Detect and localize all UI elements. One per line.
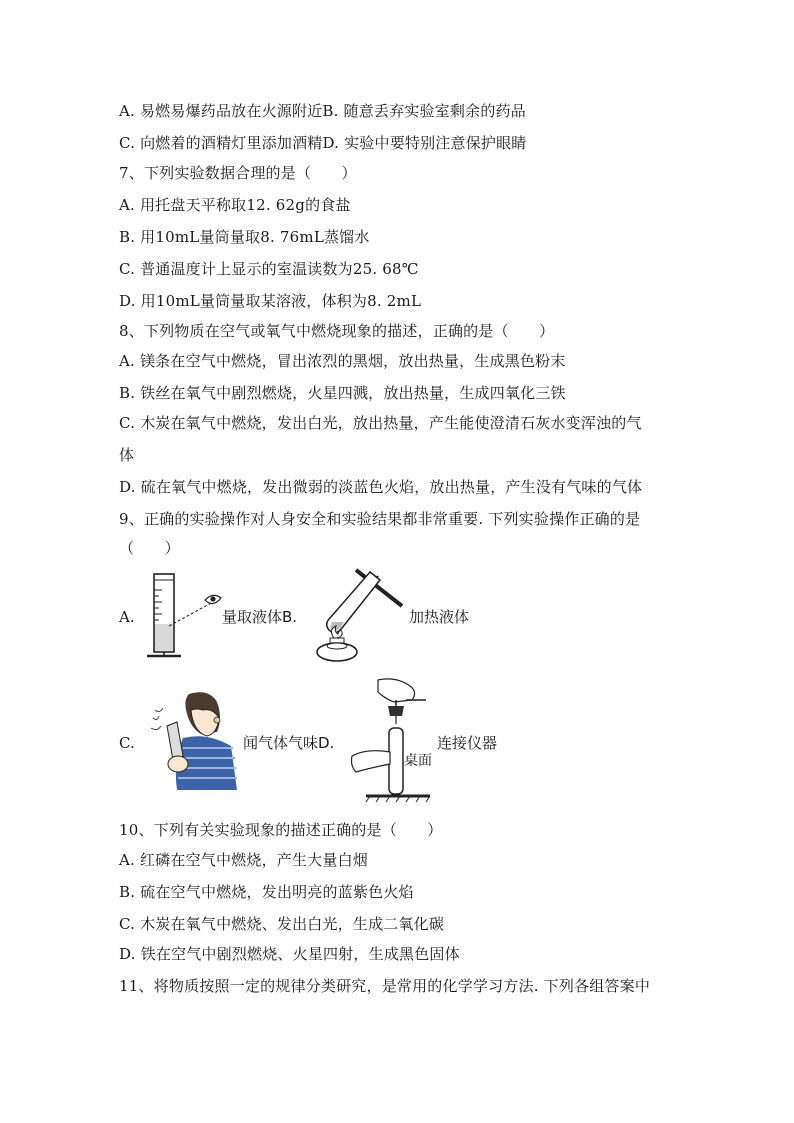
q9-caption-a: 量取液体B. xyxy=(222,608,298,626)
q9-question: 9、正确的实验操作对人身安全和实验结果都非常重要. 下列实验操作正确的是 xyxy=(119,510,641,528)
q10-option-a: A. 红磷在空气中燃烧，产生大量白烟 xyxy=(119,851,368,869)
desk-label: 桌面 xyxy=(404,753,432,769)
q9-question-paren: （ ） xyxy=(119,539,180,557)
q9-option-c-label: C. xyxy=(119,734,135,752)
q7-option-d: D. 用10mL量筒量取某溶液，体积为8. 2mL xyxy=(119,292,422,310)
q7-option-b: B. 用10mL量筒量取8. 76mL蒸馏水 xyxy=(119,228,370,246)
q9-option-a-label: A. xyxy=(119,608,135,626)
q9-caption-c: 闻气体气味D. xyxy=(243,734,335,752)
q9-caption-d: 连接仪器 xyxy=(437,734,498,752)
test-tube-heating-figure xyxy=(312,566,404,662)
q9-caption-b: 加热液体 xyxy=(409,608,470,626)
q10-option-c: C. 木炭在氧气中燃烧、发出白光，生成二氧化碳 xyxy=(119,915,445,933)
smelling-gas-figure xyxy=(147,688,241,790)
q8-option-b: B. 铁丝在氧气中剧烈燃烧，火星四溅，放出热量，生成四氧化三铁 xyxy=(119,384,566,402)
q7-option-c: C. 普通温度计上显示的室温读数为25. 68℃ xyxy=(119,260,419,278)
q10-question: 10、下列有关实验现象的描述正确的是（ ） xyxy=(119,821,443,839)
q8-option-c: C. 木炭在氧气中燃烧，发出白光，放出热量，产生能使澄清石灰水变浑浊的气 xyxy=(119,414,642,432)
q7-question: 7、下列实验数据合理的是（ ） xyxy=(119,164,357,182)
connecting-apparatus-figure xyxy=(348,678,432,802)
q8-option-c-cont: 体 xyxy=(119,446,135,464)
q6-option-ab: A. 易燃易爆药品放在火源附近B. 随意丢弃实验室剩余的药品 xyxy=(119,102,526,120)
q7-option-a: A. 用托盘天平称取12. 62g的食盐 xyxy=(119,196,351,214)
q10-option-d: D. 铁在空气中剧烈燃烧、火星四射，生成黑色固体 xyxy=(119,945,460,963)
q11-question: 11、将物质按照一定的规律分类研究，是常用的化学学习方法. 下列各组答案中 xyxy=(119,977,651,995)
q8-option-d: D. 硫在氧气中燃烧，发出微弱的淡蓝色火焰，放出热量，产生没有气味的气体 xyxy=(119,478,643,496)
q10-option-b: B. 硫在空气中燃烧，发出明亮的蓝紫色火焰 xyxy=(119,883,414,901)
q8-option-a: A. 镁条在空气中燃烧，冒出浓烈的黑烟，放出热量，生成黑色粉末 xyxy=(119,352,566,370)
graduated-cylinder-figure xyxy=(145,570,225,662)
q8-question: 8、下列物质在空气或氧气中燃烧现象的描述，正确的是（ ） xyxy=(119,322,555,340)
q6-option-cd: C. 向燃着的酒精灯里添加酒精D. 实验中要特别注意保护眼睛 xyxy=(119,134,527,152)
